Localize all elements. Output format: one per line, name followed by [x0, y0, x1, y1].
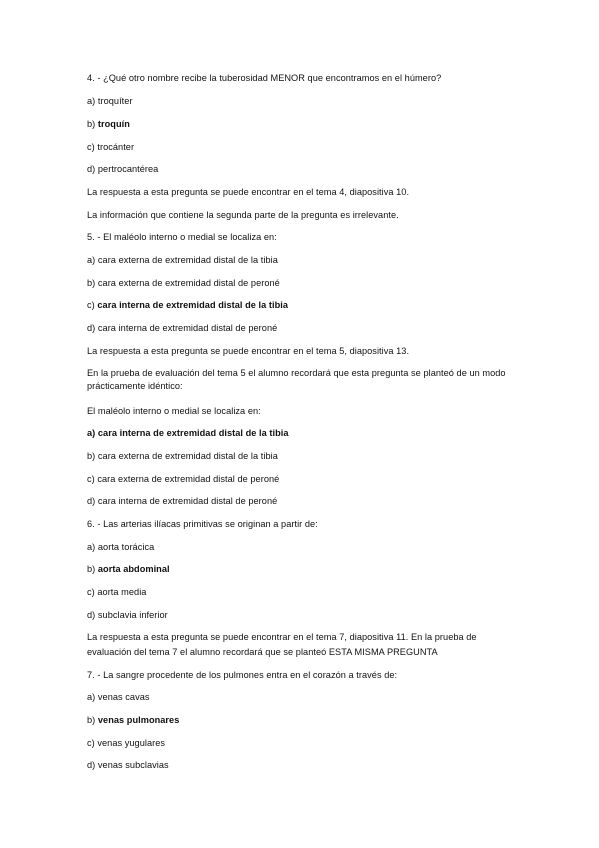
option-letter: c): [87, 738, 95, 748]
option-letter: d): [87, 323, 96, 333]
option-letter: b): [87, 119, 96, 129]
option-text-correct: cara interna de extremidad distal de la tibia: [97, 428, 289, 438]
q6-option-d: [87, 609, 527, 622]
option-letter: c): [87, 300, 95, 310]
q6-option-c: [87, 586, 527, 599]
q6-option-b: [87, 563, 527, 576]
option-text: aorta torácica: [97, 542, 155, 552]
option-text-correct: venas pulmonares: [97, 715, 180, 725]
q5-repeat-option-b: [87, 450, 527, 463]
q4-option-d: [87, 163, 527, 176]
option-letter: a): [87, 542, 96, 552]
question-5: 5. - El maléolo interno o medial se localiza en:: [87, 232, 277, 242]
q5-note-1: La respuesta a esta pregunta se puede encontrar en el tema 5, diapositiva 13.: [87, 346, 410, 356]
option-text: aorta media: [97, 587, 147, 597]
option-text: cara externa de extremidad distal de peroné: [97, 278, 280, 288]
option-text: trocánter: [97, 142, 135, 152]
option-text: cara externa de extremidad distal de peroné: [97, 474, 280, 484]
option-text: cara externa de extremidad distal de la tibia: [97, 451, 278, 461]
q4-note-1: La respuesta a esta pregunta se puede encontrar en el tema 4, diapositiva 10.: [87, 187, 410, 197]
option-text-correct: aorta abdominal: [97, 564, 170, 574]
q5-repeat-option-a: [87, 427, 527, 440]
q5-option-a: [87, 254, 527, 267]
option-letter: d): [87, 610, 96, 620]
option-letter: c): [87, 474, 95, 484]
option-text: cara interna de extremidad distal de peroné: [97, 496, 278, 506]
q7-option-d: [87, 759, 527, 772]
option-letter: a): [87, 255, 96, 265]
q5-option-c: [87, 299, 527, 312]
option-letter: d): [87, 760, 96, 770]
option-text: cara externa de extremidad distal de la tibia: [97, 255, 278, 265]
option-text-correct: troquín: [97, 119, 130, 129]
option-text: venas subclavias: [97, 760, 169, 770]
question-4: 4. - ¿Qué otro nombre recibe la tuberosidad MENOR que encontramos en el húmero?: [87, 73, 442, 83]
option-text: venas yugulares: [97, 738, 166, 748]
q6-note-line-2: evaluación del tema 7 el alumno recordará que se planteó ESTA MISMA PREGUNTA: [87, 647, 438, 657]
question-6: 6. - Las arterias ilíacas primitivas se originan a partir de:: [87, 519, 318, 529]
q5-option-b: [87, 277, 527, 290]
q4-option-b: [87, 118, 527, 131]
q5-repeat-option-d: [87, 495, 527, 508]
option-text: venas cavas: [97, 692, 150, 702]
q5-note-2: En la prueba de evaluación del tema 5 el alumno recordará que esta pregunta se planteó de un modo prácticamente idéntico:: [87, 368, 506, 391]
option-text: cara interna de extremidad distal de peroné: [97, 323, 278, 333]
q5-repeat-option-c: [87, 473, 527, 486]
option-letter: a): [87, 692, 96, 702]
q6-option-a: [87, 541, 527, 554]
q7-option-b: [87, 714, 527, 727]
option-letter: b): [87, 451, 96, 461]
option-letter: b): [87, 715, 96, 725]
option-letter: d): [87, 496, 96, 506]
q4-note-2: La información que contiene la segunda parte de la pregunta es irrelevante.: [87, 210, 399, 220]
q7-option-a: [87, 691, 527, 704]
q7-option-c: [87, 737, 527, 750]
question-7: 7. - La sangre procedente de los pulmones entra en el corazón a través de:: [87, 670, 398, 680]
option-text: subclavia inferior: [97, 610, 168, 620]
q4-option-c: [87, 141, 527, 154]
option-text: pertrocantérea: [97, 164, 159, 174]
q6-note-line-1: La respuesta a esta pregunta se puede encontrar en el tema 7, diapositiva 11. En la prueba de: [87, 632, 477, 642]
option-text-correct: cara interna de extremidad distal de la tibia: [97, 300, 289, 310]
option-letter: a): [87, 428, 96, 438]
q5-option-d: [87, 322, 527, 335]
option-text: troquíter: [97, 96, 133, 106]
q5-repeat-question: El maléolo interno o medial se localiza en:: [87, 406, 261, 416]
option-letter: d): [87, 164, 96, 174]
option-letter: b): [87, 564, 96, 574]
option-letter: c): [87, 142, 95, 152]
option-letter: b): [87, 278, 96, 288]
q4-option-a: [87, 95, 527, 108]
option-letter: a): [87, 96, 96, 106]
option-letter: c): [87, 587, 95, 597]
